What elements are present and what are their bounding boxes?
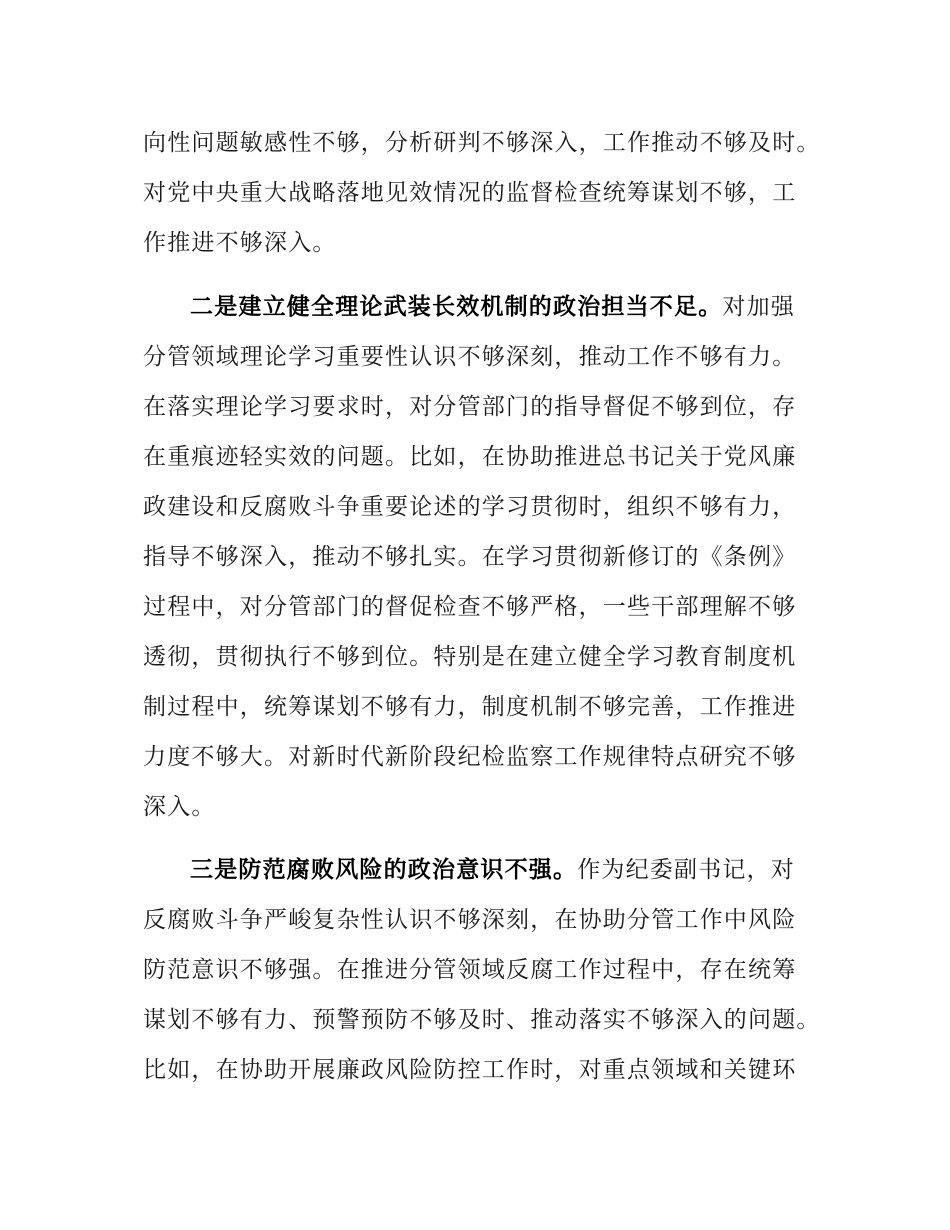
text-line: 在重痕迹轻实效的问题。比如，在协助推进总书记关于党风廉 bbox=[143, 444, 797, 470]
text-line: 在落实理论学习要求时，对分管部门的指导督促不够到位，存 bbox=[143, 394, 797, 420]
text-line: 对党中央重大战略落地见效情况的监督检查统筹谋划不够，工 bbox=[143, 180, 797, 206]
text-line: 制过程中，统筹谋划不够有力，制度机制不够完善，工作推进 bbox=[143, 694, 797, 720]
text-line: 力度不够大。对新时代新阶段纪检监察工作规律特点研究不够 bbox=[143, 744, 797, 770]
text-line: 深入。 bbox=[143, 794, 216, 820]
paragraph-first-line bbox=[190, 292, 795, 322]
text-line: 比如，在协助开展廉政风险防控工作时，对重点领域和关键环 bbox=[143, 1057, 797, 1083]
paragraph-text: 作为纪委副书记，对 bbox=[577, 857, 796, 883]
paragraph-text: 对加强 bbox=[722, 294, 796, 320]
text-line: 防范意识不够强。在推进分管领域反腐工作过程中，存在统筹 bbox=[143, 957, 797, 983]
text-line: 指导不够深入，推动不够扎实。在学习贯彻新修订的《条例》 bbox=[143, 544, 797, 570]
text-line: 透彻，贯彻执行不够到位。特别是在建立健全学习教育制度机 bbox=[143, 644, 797, 670]
text-line: 反腐败斗争严峻复杂性认识不够深刻，在协助分管工作中风险 bbox=[143, 907, 797, 933]
text-line: 分管领域理论学习重要性认识不够深刻，推动工作不够有力。 bbox=[143, 344, 797, 370]
text-line: 谋划不够有力、预警预防不够及时、推动落实不够深入的问题。 bbox=[143, 1007, 821, 1033]
text-line: 作推进不够深入。 bbox=[143, 230, 337, 256]
text-line: 过程中，对分管部门的督促检查不够严格，一些干部理解不够 bbox=[143, 594, 797, 620]
paragraph-heading: 二是建立健全理论武装长效机制的政治担当不足。 bbox=[190, 294, 723, 320]
text-line: 向性问题敏感性不够，分析研判不够深入，工作推动不够及时。 bbox=[143, 130, 821, 156]
paragraph-heading: 三是防范腐败风险的政治意识不强。 bbox=[190, 857, 578, 883]
text-line: 政建设和反腐败斗争重要论述的学习贯彻时，组织不够有力， bbox=[143, 494, 797, 520]
paragraph-first-line bbox=[190, 855, 795, 885]
